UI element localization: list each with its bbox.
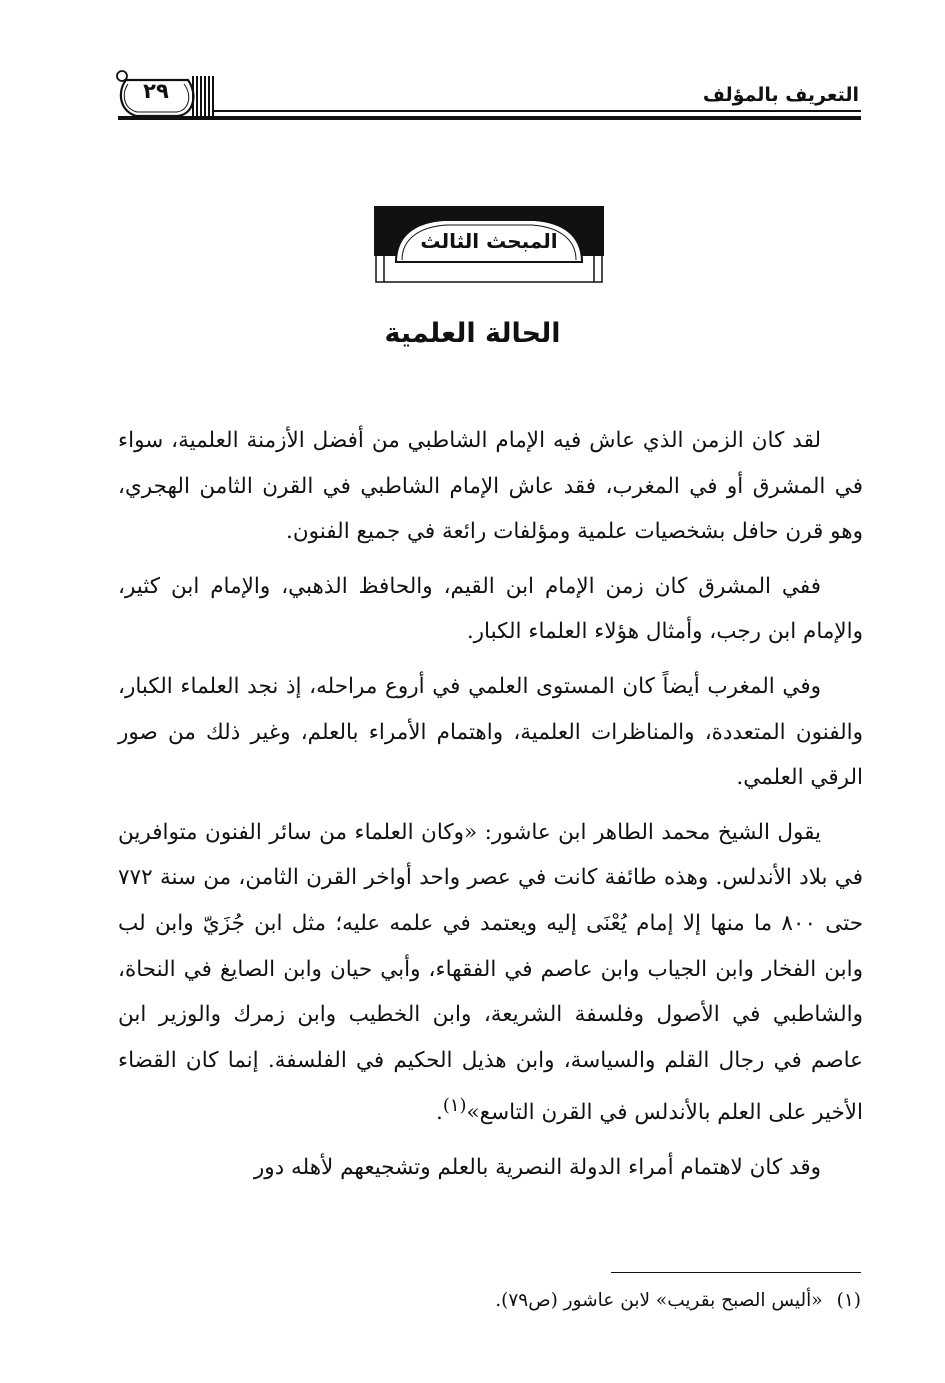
running-header-title: التعريف بالمؤلف xyxy=(702,84,859,106)
section-badge-label: المبحث الثالث xyxy=(420,229,558,253)
paragraph-4 xyxy=(118,810,863,1136)
paragraph-3: وفي المغرب أيضاً كان المستوى العلمي في أروع مراحله، إذ نجد العلماء الكبار، والفنون المتعددة، والمناظرات العلمية، واهتمام الأمراء بالعلم، وغير ذلك من صور الرقي العلمي. xyxy=(118,673,863,791)
paragraph-5: وقد كان لاهتمام أمراء الدولة النصرية بالعلم وتشجيعهم لأهله دور xyxy=(253,1155,821,1181)
paragraph-4-period: . xyxy=(436,1100,443,1126)
footnote-marker: (١) xyxy=(836,1290,861,1311)
paragraph-1: لقد كان الزمن الذي عاش فيه الإمام الشاطبي من أفضل الأزمنة العلمية، سواء في المشرق أو في المغرب، فقد عاش الإمام الشاطبي في القرن الثامن الهجري، وهو قرن حافل بشخصيات علمية ومؤلفات رائعة في جميع الفنون. xyxy=(118,428,863,545)
header-rule-thin xyxy=(214,110,861,112)
footnote-separator xyxy=(611,1272,861,1273)
chapter-title: الحالة العلمية xyxy=(384,318,561,349)
header-rule-thick xyxy=(118,116,861,120)
page-number: ٢٩ xyxy=(143,79,169,103)
footnote-reference: (١) xyxy=(442,1095,467,1117)
paragraph-4-text: يقول الشيخ محمد الطاهر ابن عاشور: «وكان العلماء من سائر الفنون متوافرين في بلاد الأندلس. وهذه طائفة كانت في عصر واحد أواخر القرن الثامن، من سنة ٧٧٢ حتى ٨٠٠ ما منها إلا إمام يُعْنَى إليه ويعتمد في علمه عليه؛ مثل ابن جُزَيّ وابن لب وابن الفخار وابن الجياب وابن عاصم في الفقهاء، وأبي حيان وابن الصايغ في النحاة، والشاطبي في الأصول وفلسفة الشريعة، وابن الخطيب وابن زمرك والوزير ابن عاصم في رجال القلم والسياسة، وابن هذيل الحكيم في الفلسفة. إنما كان القضاء الأخير على العلم بالأندلس في القرن التاسع» xyxy=(118,819,863,1126)
footnote-text: «أليس الصبح بقريب» لابن عاشور (ص٧٩). xyxy=(495,1290,823,1311)
body-text xyxy=(118,418,863,1191)
footnote xyxy=(116,1290,861,1311)
paragraph-2: ففي المشرق كان زمن الإمام ابن القيم، والحافظ الذهبي، والإمام ابن كثير، والإمام ابن رجب، وأمثال هؤلاء العلماء الكبار. xyxy=(118,573,863,645)
